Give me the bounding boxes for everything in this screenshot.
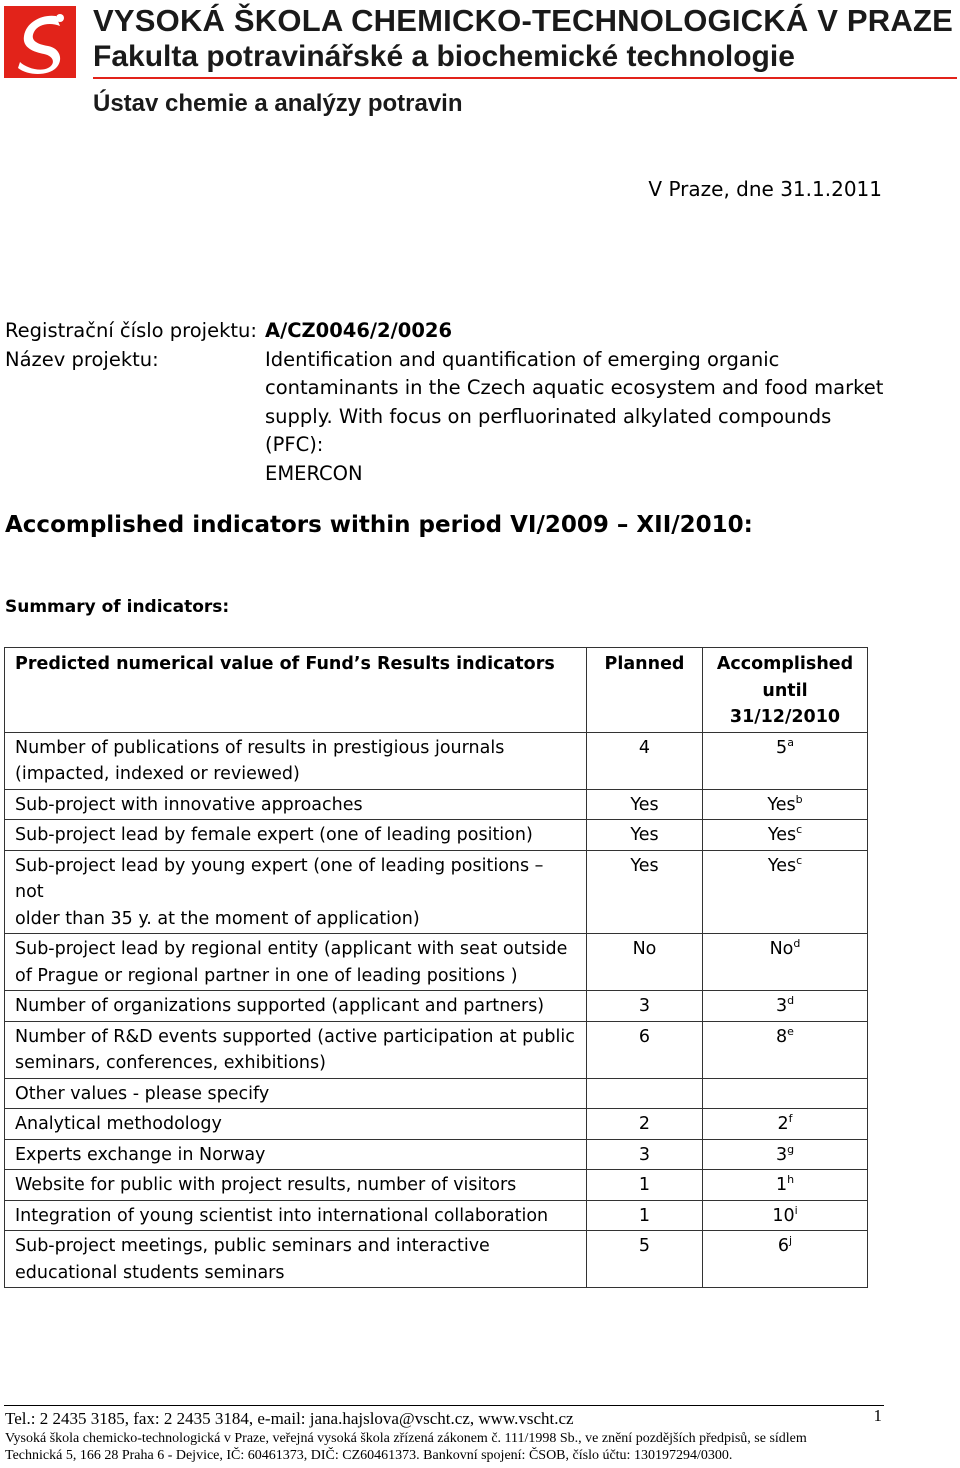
indicator-text: (impacted, indexed or reviewed) bbox=[15, 764, 300, 784]
accomplished-value: 5 bbox=[776, 737, 788, 758]
indicator-text: Sub-project lead by young expert (one of leading positions – not bbox=[15, 855, 544, 902]
planned-cell: Yes bbox=[587, 789, 703, 820]
footnote-mark: c bbox=[796, 853, 803, 867]
table-row bbox=[5, 850, 868, 934]
header-accomplished-line: Accomplished bbox=[716, 654, 854, 674]
footnote-mark: c bbox=[796, 823, 803, 837]
accomplished-cell bbox=[703, 934, 868, 991]
table-row bbox=[5, 1231, 868, 1288]
summary-heading: Summary of indicators: bbox=[5, 597, 230, 617]
indicator-text: older than 35 y. at the moment of application) bbox=[15, 908, 420, 929]
footer-divider bbox=[4, 1405, 884, 1406]
indicator-text: Sub-project lead by regional entity (applicant with seat outside bbox=[15, 939, 568, 959]
accomplished-value: Yes bbox=[767, 825, 797, 845]
indicator-text: of Prague or regional partner in one of leading positions ) bbox=[15, 965, 518, 986]
header-indicator: Predicted numerical value of Fund’s Results indicators bbox=[5, 648, 587, 733]
accomplished-cell bbox=[703, 1078, 868, 1109]
planned-cell: Yes bbox=[587, 820, 703, 851]
project-name-label: Název projektu: bbox=[5, 347, 159, 371]
table-row bbox=[5, 820, 868, 851]
footnote-mark: i bbox=[794, 1203, 798, 1217]
accomplished-cell bbox=[703, 1109, 868, 1140]
accomplished-cell bbox=[703, 789, 868, 820]
indicator-cell bbox=[5, 820, 587, 851]
table-row bbox=[5, 934, 868, 991]
planned-cell: No bbox=[587, 934, 703, 991]
footnote-mark: j bbox=[789, 1234, 793, 1248]
footnote-mark: d bbox=[793, 937, 801, 951]
university-name: VYSOKÁ ŠKOLA CHEMICKO-TECHNOLOGICKÁ V PRAZE bbox=[93, 3, 953, 38]
planned-cell: 1 bbox=[587, 1170, 703, 1201]
accomplished-cell bbox=[703, 1231, 868, 1288]
header-accomplished-line: until bbox=[762, 680, 808, 701]
indicator-cell bbox=[5, 732, 587, 789]
accomplished-cell bbox=[703, 991, 868, 1022]
indicator-cell bbox=[5, 934, 587, 991]
table-row bbox=[5, 789, 868, 820]
table-row bbox=[5, 991, 868, 1022]
accomplished-cell bbox=[703, 732, 868, 789]
accomplished-cell bbox=[703, 1021, 868, 1078]
indicator-text: Number of organizations supported (applicant and partners) bbox=[15, 996, 545, 1016]
footnote-mark: h bbox=[787, 1173, 795, 1187]
indicator-text: Analytical methodology bbox=[15, 1114, 222, 1134]
footnote-mark: b bbox=[795, 792, 803, 806]
planned-cell bbox=[587, 1078, 703, 1109]
indicator-cell bbox=[5, 1109, 587, 1140]
indicator-cell bbox=[5, 1078, 587, 1109]
indicators-table bbox=[4, 647, 868, 1288]
accomplished-cell bbox=[703, 850, 868, 934]
table-header-row bbox=[5, 648, 868, 733]
accomplished-cell bbox=[703, 820, 868, 851]
indicator-text: Other values - please specify bbox=[15, 1083, 270, 1104]
document-date: V Praze, dne 31.1.2011 bbox=[648, 177, 882, 201]
planned-cell: 4 bbox=[587, 732, 703, 789]
project-info bbox=[5, 317, 885, 488]
planned-cell: 6 bbox=[587, 1021, 703, 1078]
indicator-cell bbox=[5, 1170, 587, 1201]
footnote-mark: f bbox=[788, 1112, 793, 1126]
header-planned: Planned bbox=[587, 648, 703, 733]
table-row bbox=[5, 1170, 868, 1201]
indicator-text: seminars, conferences, exhibitions) bbox=[15, 1053, 326, 1073]
footer-legal-1: Vysoká škola chemicko-technologická v Praze, veřejná vysoká škola zřízená zákonem č. 111/1998 Sb., ve znění pozdějších předpisů, se sídlem bbox=[5, 1431, 807, 1446]
vscht-logo bbox=[4, 6, 76, 78]
accomplished-value: No bbox=[769, 939, 794, 959]
page-number: 1 bbox=[873, 1406, 882, 1425]
indicator-text: Number of R&D events supported (active participation at public bbox=[15, 1026, 575, 1047]
institute-name: Ústav chemie a analýzy potravin bbox=[93, 90, 463, 117]
faculty-name: Fakulta potravinářské a biochemické technologie bbox=[93, 40, 795, 73]
footer-legal-2: Technická 5, 166 28 Praha 6 - Dejvice, IČ: 60461373, DIČ: CZ60461373. Bankovní spojení: ČSOB, číslo účtu: 130197294/0300. bbox=[5, 1448, 733, 1463]
indicator-cell bbox=[5, 1139, 587, 1170]
table-row bbox=[5, 732, 868, 789]
table-row bbox=[5, 1078, 868, 1109]
table-row bbox=[5, 1200, 868, 1231]
indicator-cell bbox=[5, 850, 587, 934]
project-name-line: contaminants in the Czech aquatic ecosystem and food market bbox=[265, 376, 884, 399]
accomplished-value: 3 bbox=[775, 1144, 788, 1165]
indicator-cell bbox=[5, 1200, 587, 1231]
accomplished-value: 10 bbox=[772, 1205, 795, 1226]
footnote-mark: g bbox=[787, 1142, 795, 1156]
project-name-line: supply. With focus on perfluorinated alkylated compounds (PFC): bbox=[265, 404, 832, 456]
footnote-mark: a bbox=[787, 735, 794, 749]
indicator-cell bbox=[5, 1231, 587, 1288]
footnote-mark: d bbox=[787, 994, 795, 1008]
table-row bbox=[5, 1021, 868, 1078]
table-row bbox=[5, 1109, 868, 1140]
header-divider bbox=[93, 77, 957, 79]
accomplished-value: 1 bbox=[775, 1175, 788, 1195]
planned-cell: 3 bbox=[587, 991, 703, 1022]
reg-number-label: Registrační číslo projektu: bbox=[5, 319, 257, 342]
header-accomplished bbox=[703, 648, 868, 733]
indicator-text: Integration of young scientist into international collaboration bbox=[15, 1205, 549, 1226]
planned-cell: 1 bbox=[587, 1200, 703, 1231]
footnote-mark: e bbox=[787, 1024, 794, 1038]
indicator-text: Experts exchange in Norway bbox=[15, 1144, 266, 1165]
accomplished-value: 6 bbox=[777, 1236, 790, 1256]
planned-cell: 5 bbox=[587, 1231, 703, 1288]
accomplished-cell bbox=[703, 1139, 868, 1170]
accomplished-value: Yes bbox=[767, 794, 796, 815]
indicator-text: Number of publications of results in prestigious journals bbox=[15, 737, 505, 758]
indicator-cell bbox=[5, 991, 587, 1022]
indicator-text: Sub-project meetings, public seminars and interactive bbox=[15, 1236, 490, 1256]
footer-contact: Tel.: 2 2435 3185, fax: 2 2435 3184, e-mail: jana.hajslova@vscht.cz, www.vscht.cz bbox=[5, 1409, 574, 1428]
project-name-line: Identification and quantification of emerging organic bbox=[265, 347, 780, 371]
accomplished-value: 8 bbox=[776, 1026, 788, 1047]
accomplished-heading: Accomplished indicators within period VI/2009 – XII/2010: bbox=[5, 512, 753, 538]
planned-cell: Yes bbox=[587, 850, 703, 934]
indicator-text: Sub-project with innovative approaches bbox=[15, 794, 363, 815]
accomplished-cell bbox=[703, 1200, 868, 1231]
accomplished-value: Yes bbox=[767, 855, 797, 876]
header-accomplished-line: 31/12/2010 bbox=[729, 707, 841, 727]
project-name-value bbox=[265, 346, 885, 489]
table-row bbox=[5, 1139, 868, 1170]
indicator-text: educational students seminars bbox=[15, 1262, 285, 1283]
reg-number-value: A/CZ0046/2/0026 bbox=[265, 319, 453, 342]
indicator-cell bbox=[5, 1021, 587, 1078]
accomplished-cell bbox=[703, 1170, 868, 1201]
indicator-text: Website for public with project results, number of visitors bbox=[15, 1175, 517, 1195]
planned-cell: 3 bbox=[587, 1139, 703, 1170]
accomplished-value: 2 bbox=[777, 1114, 789, 1134]
planned-cell: 2 bbox=[587, 1109, 703, 1140]
project-name-line: EMERCON bbox=[265, 461, 363, 485]
indicator-text: Sub-project lead by female expert (one of leading position) bbox=[15, 825, 533, 845]
indicator-cell bbox=[5, 789, 587, 820]
accomplished-value: 3 bbox=[775, 996, 788, 1016]
